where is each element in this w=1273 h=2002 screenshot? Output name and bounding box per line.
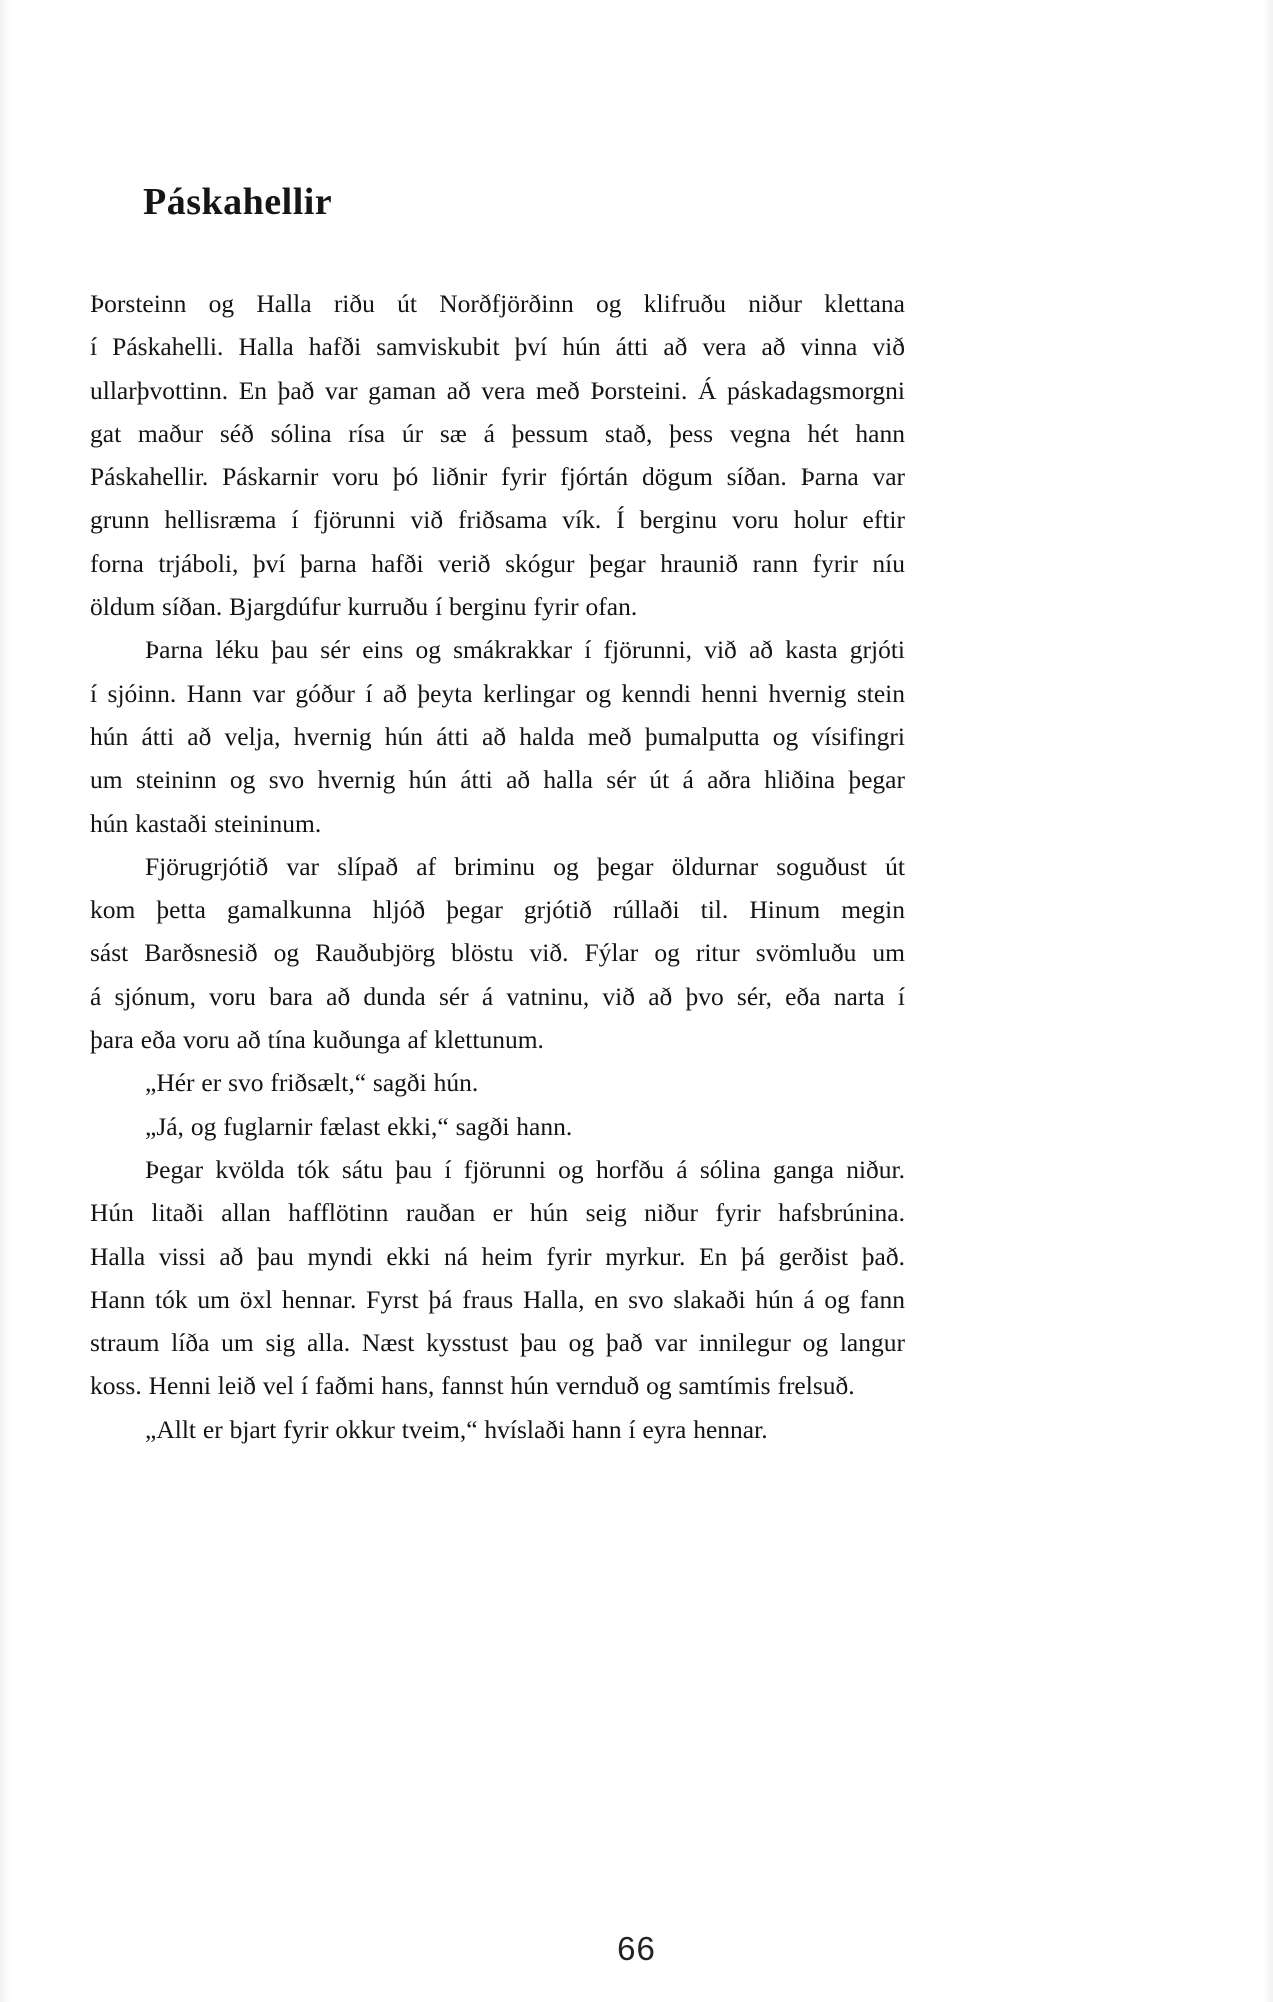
text-line: í Páskahelli. Halla hafði samviskubit því hún átti að vera að vinna við <box>90 332 905 362</box>
text-line: Hann tók um öxl hennar. Fyrst þá fraus Halla, en svo slakaði hún á og fann <box>90 1284 905 1314</box>
text-line: straum líða um sig alla. Næst kysstust þau og það var innilegur og langur <box>90 1328 905 1358</box>
text-line: Þorsteinn og Halla riðu út Norðfjörðinn og klifruðu niður klettana <box>90 289 905 318</box>
paragraph <box>90 628 905 844</box>
text-line: Þegar kvölda tók sátu þau í fjörunni og horfðu á sólina ganga niður. <box>145 1154 905 1184</box>
text-line: gat maður séð sólina rísa úr sæ á þessum stað, þess vegna hét hann <box>90 418 905 448</box>
text-line: sást Barðsnesið og Rauðubjörg blöstu við. Fýlar og ritur svömluðu um <box>90 938 905 968</box>
text-line: í sjóinn. Hann var góður í að þeyta kerlingar og kenndi henni hvernig stein <box>90 678 905 708</box>
text-line: Halla vissi að þau myndi ekki ná heim fyrir myrkur. En þá gerðist það. <box>90 1241 905 1271</box>
text-line: Fjörugrjótið var slípað af briminu og þegar öldurnar soguðust út <box>145 851 905 881</box>
text-line: kom þetta gamalkunna hljóð þegar grjótið rúllaði til. Hinum megin <box>90 895 905 925</box>
scan-edge-right <box>1263 0 1273 2002</box>
paragraph <box>90 1061 905 1104</box>
paragraph <box>90 845 905 1061</box>
text-line: forna trjáboli, því þarna hafði verið skógur þegar hraunið rann fyrir níu <box>90 548 905 578</box>
text-line: „Allt er bjart fyrir okkur tveim,“ hvíslaði hann í eyra hennar. <box>145 1414 768 1444</box>
text-line: grunn hellisræma í fjörunni við friðsama vík. Í berginu voru holur eftir <box>90 505 905 535</box>
text-line: Þarna léku þau sér eins og smákrakkar í fjörunni, við að kasta grjóti <box>145 635 905 665</box>
paragraph <box>90 1408 905 1451</box>
page-title: Páskahellir <box>143 181 333 223</box>
text-line: öldum síðan. Bjargdúfur kurruðu í berginu fyrir ofan. <box>90 592 638 622</box>
paragraph <box>90 282 905 628</box>
text-line: á sjónum, voru bara að dunda sér á vatninu, við að þvo sér, eða narta í <box>90 981 905 1011</box>
text-line: um steininn og svo hvernig hún átti að halla sér út á aðra hliðina þegar <box>90 765 905 795</box>
text-line: þara eða voru að tína kuðunga af klettunum. <box>90 1025 544 1055</box>
page-number: 66 <box>617 1930 656 1967</box>
text-line: Páskahellir. Páskarnir voru þó liðnir fyrir fjórtán dögum síðan. Þarna var <box>90 462 905 492</box>
text-line: Hún litaði allan hafflötinn rauðan er hún seig niður fyrir hafsbrúnina. <box>90 1198 905 1228</box>
scan-edge-left <box>0 0 10 2002</box>
text-line: koss. Henni leið vel í faðmi hans, fannst hún vernduð og samtímis frelsuð. <box>90 1371 855 1401</box>
text-line: hún átti að velja, hvernig hún átti að halda með þumalputta og vísifingri <box>90 721 905 751</box>
text-line: „Já, og fuglarnir fælast ekki,“ sagði hann. <box>145 1111 573 1141</box>
text-line: ullarþvottinn. En það var gaman að vera með Þorsteini. Á páskadagsmorgni <box>90 375 905 405</box>
text-line: „Hér er svo friðsælt,“ sagði hún. <box>145 1068 479 1098</box>
paragraph <box>90 1105 905 1148</box>
paragraph <box>90 1148 905 1408</box>
text-line: hún kastaði steininum. <box>90 808 322 838</box>
body-text <box>90 282 905 1451</box>
